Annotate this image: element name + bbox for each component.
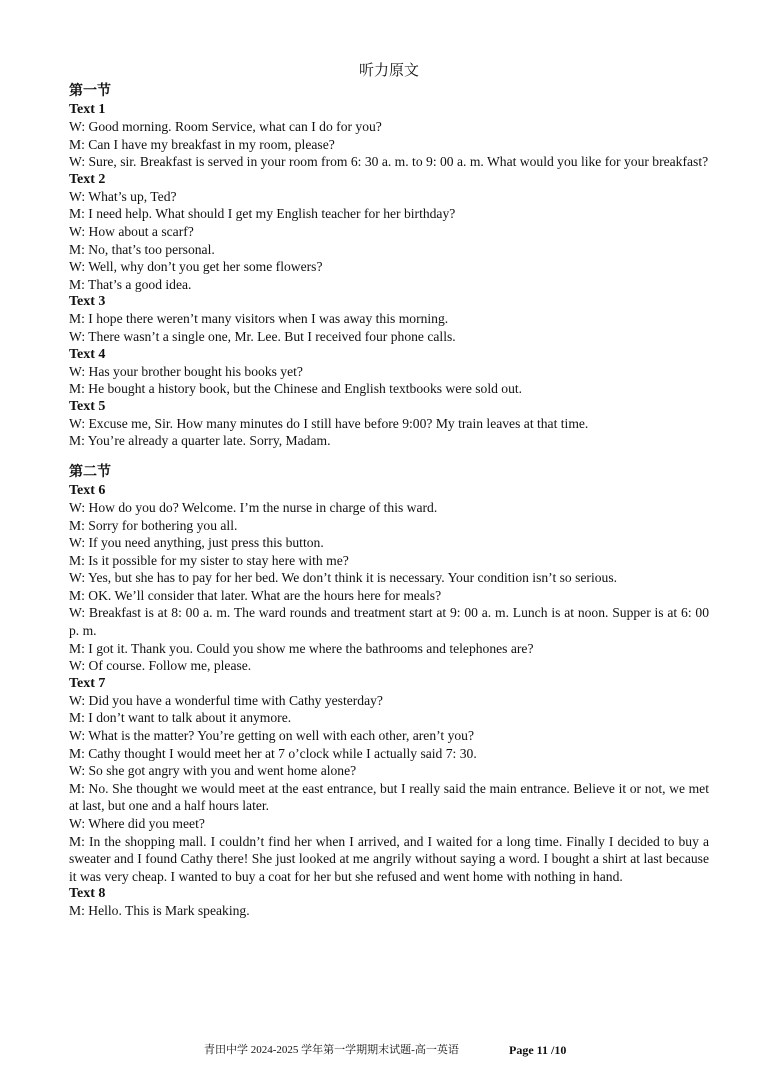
dialogue-line: M: Sorry for bothering you all. (69, 517, 238, 533)
dialogue-line: M: Can I have my breakfast in my room, please? (69, 136, 335, 152)
dialogue-line: W: How about a scarf? (69, 223, 194, 239)
dialogue-line: W: Where did you meet? (69, 816, 205, 831)
dialogue-line: M: That’s a good idea. (69, 276, 192, 292)
dialogue-line: M: No, that’s too personal. (69, 241, 215, 257)
text-4-label: Text 4 (69, 346, 106, 362)
dialogue-line: M: Is it possible for my sister to stay here with me? (69, 552, 349, 568)
dialogue-line: W: Excuse me, Sir. How many minutes do I still have before 9:00? My train leaves at that time. (69, 415, 589, 431)
dialogue-line: M: I got it. Thank you. Could you show me where the bathrooms and telephones are? (69, 640, 534, 656)
dialogue-line: W: Of course. Follow me, please. (69, 658, 252, 674)
dialogue-line: M: Cathy thought I would meet her at 7 o’clock while I actually said 7: 30. (69, 745, 477, 761)
dialogue-line: W: Did you have a wonderful time with Cathy yesterday? (69, 692, 383, 708)
text-5-label: Text 5 (69, 398, 106, 414)
dialogue-line: M: No. She thought we would meet at the east entrance, but I really said the main entrance. Believe it or not, we met at last, but one and a half hours later. (69, 780, 709, 814)
text-1-label: Text 1 (69, 102, 106, 117)
text-3-label: Text 3 (69, 294, 106, 310)
dialogue-line: M: He bought a history book, but the Chinese and English textbooks were sold out. (69, 381, 523, 397)
dialogue-line: W: Has your brother bought his books yet? (69, 363, 303, 379)
footer-school: 青田中学 2024-2025 学年第一学期期末试题-高一英语 (204, 1044, 459, 1056)
dialogue-line: M: OK. We’ll consider that later. What are the hours here for meals? (69, 587, 442, 603)
dialogue-line: W: Sure, sir. Breakfast is served in your room from 6: 30 a. m. to 9: 00 a. m. What would you like for your breakfast? (69, 154, 709, 170)
section-1 (69, 83, 709, 450)
page-title: 听力原文 (358, 63, 419, 79)
document-page (69, 62, 709, 920)
dialogue-line: W: Breakfast is at 8: 00 a. m. The ward rounds and treatment start at 9: 00 a. m. Lunch is at noon. Supper is at 6: 00 p. m. (69, 605, 709, 639)
dialogue-line: M: I hope there weren’t many visitors when I was away this morning. (69, 311, 449, 327)
dialogue-line: M: I need help. What should I get my English teacher for her birthday? (69, 206, 456, 222)
dialogue-line: W: If you need anything, just press this button. (69, 535, 324, 551)
dialogue-line: M: I don’t want to talk about it anymore. (69, 710, 292, 726)
dialogue-line: W: How do you do? Welcome. I’m the nurse in charge of this ward. (69, 499, 438, 515)
text-2-label: Text 2 (69, 171, 106, 187)
dialogue-line: W: So she got angry with you and went home alone? (69, 763, 357, 779)
dialogue-line: W: Yes, but she has to pay for her bed. We don’t think it is necessary. Your condition isn’t so serious. (69, 570, 618, 586)
dialogue-line: M: In the shopping mall. I couldn’t find her when I arrived, and I waited for a long time. Finally I decided to buy a sweater and I found Cathy there! She just looked at me angrily without saying a word. I bought a shirt at last because it was very cheap. I wanted to buy a coat for her but she refused and went home with nothing in hand. (69, 833, 709, 884)
dialogue-line: W: Well, why don’t you get her some flowers? (69, 259, 323, 275)
dialogue-line: M: Hello. This is Mark speaking. (69, 903, 250, 919)
dialogue-line: M: You’re already a quarter late. Sorry, Madam. (69, 433, 331, 449)
dialogue-line: W: What’s up, Ted? (69, 188, 177, 204)
dialogue-line: W: Good morning. Room Service, what can I do for you? (69, 119, 382, 134)
section-1-heading: 第一节 (69, 84, 111, 99)
text-6-label: Text 6 (69, 482, 106, 498)
section-2 (69, 464, 709, 920)
footer-page-number: Page 11 /10 (509, 1043, 567, 1057)
dialogue-line: W: There wasn’t a single one, Mr. Lee. But I received four phone calls. (69, 328, 456, 344)
section-2-heading: 第二节 (69, 464, 111, 480)
text-7-label: Text 7 (69, 675, 106, 691)
section-gap (69, 450, 709, 464)
dialogue-line: W: What is the matter? You’re getting on well with each other, aren’t you? (69, 728, 475, 744)
text-8-label: Text 8 (69, 886, 106, 902)
